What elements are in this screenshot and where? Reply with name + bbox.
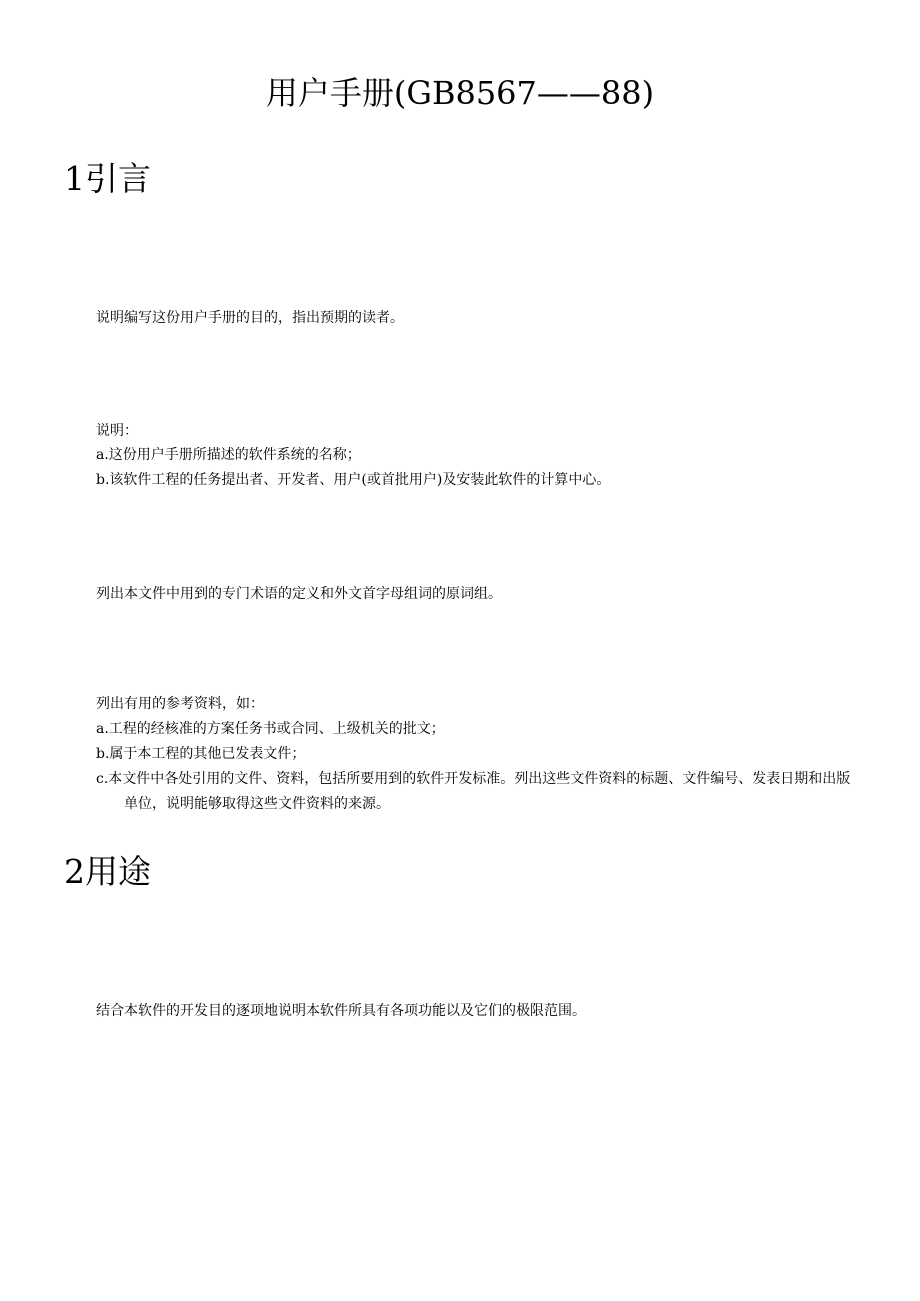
purpose-paragraph: 说明编写这份用户手册的目的，指出预期的读者。 xyxy=(96,310,404,326)
references-item-b: b.属于本工程的其他已发表文件； xyxy=(96,746,306,762)
background-item-a: a.这份用户手册所描述的软件系统的名称； xyxy=(96,447,361,463)
definitions-paragraph: 列出本文件中用到的专门术语的定义和外文首字母组词的原词组。 xyxy=(96,586,502,602)
references-intro: 列出有用的参考资料，如： xyxy=(96,696,264,712)
references-item-a: a.工程的经核准的方案任务书或合同、上级机关的批文； xyxy=(96,721,445,737)
references-item-c-text: c.本文件中各处引用的文件、资料，包括所要用到的软件开发标准。列出这些文件资料的标题、文件编号、发表日期和出版单位，说明能够取得这些文件资料的来源。 xyxy=(96,771,851,812)
functions-paragraph: 结合本软件的开发目的逐项地说明本软件所具有各项功能以及它们的极限范围。 xyxy=(96,1003,586,1019)
background-item-b: b.该软件工程的任务提出者、开发者、用户(或首批用户)及安装此软件的计算中心。 xyxy=(96,472,611,488)
references-item-c xyxy=(96,767,856,817)
background-intro: 说明： xyxy=(96,423,138,439)
document-title: 用户手册(GB8567——88) xyxy=(265,74,655,112)
section-heading-introduction: 1引言 xyxy=(64,159,151,198)
section-heading-purpose: 2用途 xyxy=(64,852,151,891)
